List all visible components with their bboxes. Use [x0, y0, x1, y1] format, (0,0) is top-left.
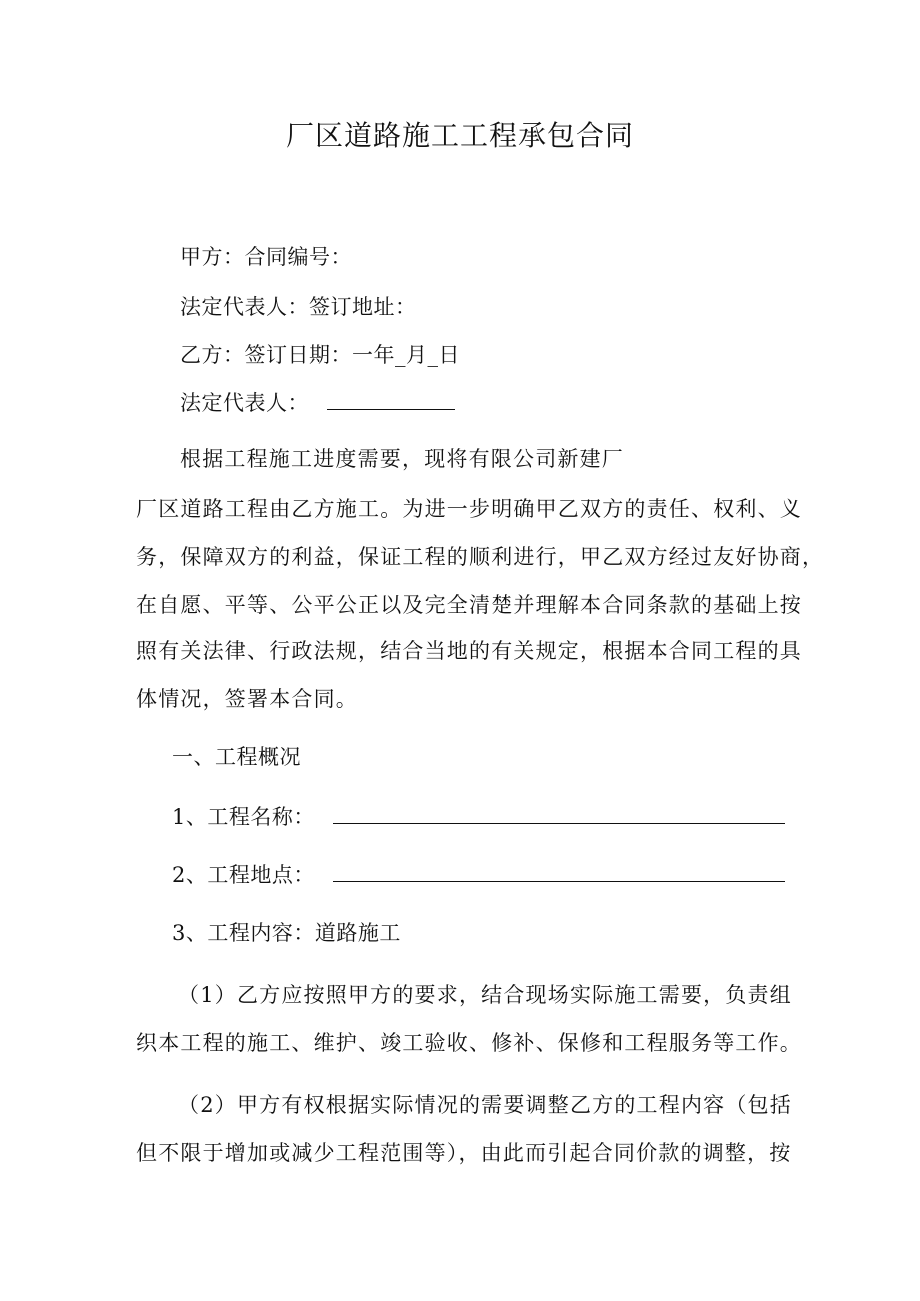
para2-line-1: （2）甲方有权根据实际情况的需要调整乙方的工程内容（包括	[178, 1093, 792, 1117]
section-heading-overview: 一、工程概况	[172, 745, 301, 769]
legal-rep-a-line: 法定代表人：签订地址：	[180, 295, 417, 319]
intro-line-2: 厂区道路工程由乙方施工。为进一步明确甲乙双方的责任、权利、义	[136, 497, 802, 521]
project-content-line: 3、工程内容：道路施工	[172, 921, 401, 945]
legal-rep-b-label: 法定代表人：	[180, 391, 309, 415]
intro-line-4: 在自愿、平等、公平公正以及完全清楚并理解本合同条款的基础上按	[136, 593, 802, 617]
project-location-label: 2、工程地点：	[172, 863, 315, 887]
party-a-line: 甲方：合同编号：	[180, 245, 352, 269]
intro-line-1: 根据工程施工进度需要，现将有限公司新建厂	[180, 447, 624, 471]
party-b-line: 乙方：签订日期：一年_月_日	[180, 343, 460, 367]
project-name-line	[172, 802, 785, 832]
para2-line-2: 但不限于增加或减少工程范围等），由此而引起合同价款的调整，按	[136, 1141, 792, 1165]
intro-line-5: 照有关法律、行政法规，结合当地的有关规定，根据本合同工程的具	[136, 639, 802, 663]
project-name-blank	[333, 805, 785, 824]
project-name-label: 1、工程名称：	[172, 805, 315, 829]
para1-line-2: 织本工程的施工、维护、竣工验收、修补、保修和工程服务等工作。	[136, 1031, 802, 1055]
legal-rep-b-line	[180, 388, 455, 418]
document-title: 厂区道路施工工程承包合同	[285, 119, 634, 152]
legal-rep-b-blank	[327, 391, 455, 410]
intro-line-3: 务，保障双方的利益，保证工程的顺利进行，甲乙双方经过友好协商，	[136, 545, 825, 569]
para1-line-1: （1）乙方应按照甲方的要求，结合现场实际施工需要，负责组	[178, 983, 792, 1007]
intro-line-6: 体情况，签署本合同。	[136, 687, 358, 711]
project-location-line	[172, 860, 785, 890]
project-location-blank	[333, 863, 785, 882]
